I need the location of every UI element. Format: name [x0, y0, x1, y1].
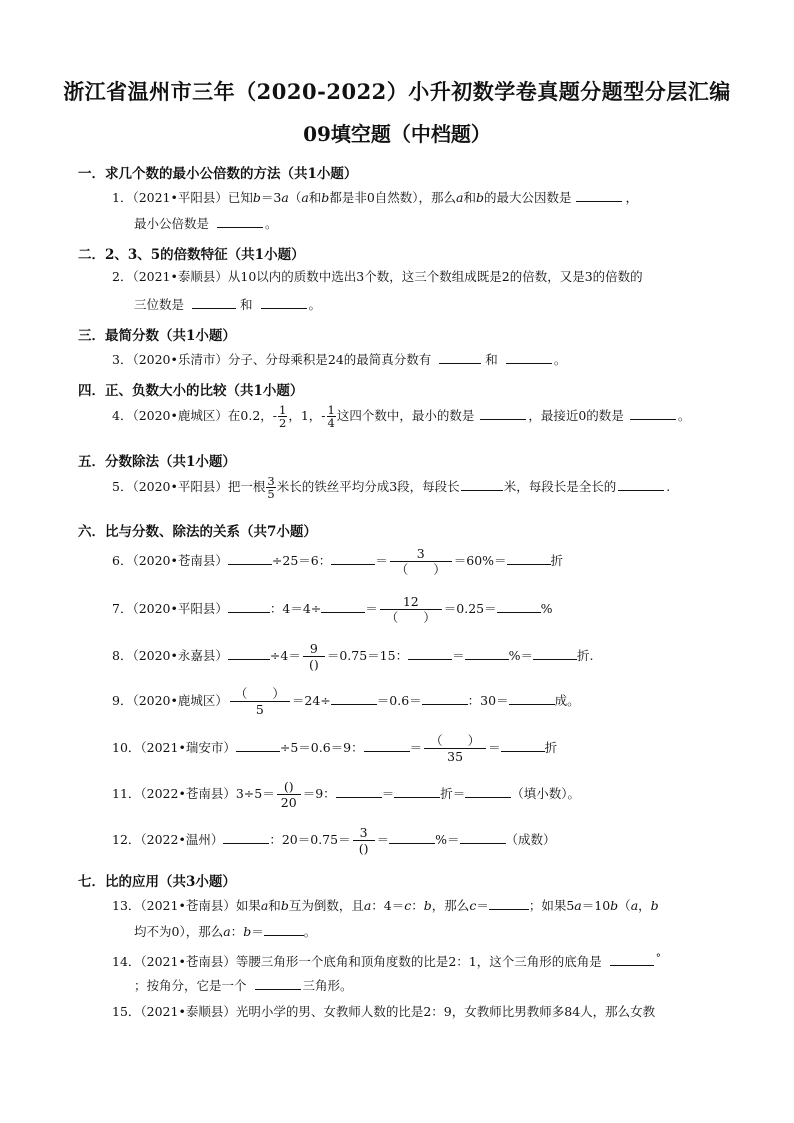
- question-1-line-2: [134, 214, 278, 232]
- fraction-denominator: （ ）: [395, 562, 446, 577]
- answer-blank[interactable]: [480, 406, 526, 420]
- answer-blank[interactable]: [465, 646, 509, 660]
- question-text: b: [280, 898, 289, 913]
- fraction-numerator: （ ）: [424, 733, 486, 749]
- fraction: [380, 594, 442, 625]
- question-text: 米，每段长是全长的: [503, 479, 617, 494]
- answer-blank[interactable]: [261, 295, 307, 309]
- question-text: 和: [463, 190, 476, 205]
- question-text: ＝: [376, 832, 390, 847]
- question-text: ＝: [476, 898, 489, 913]
- question-text: ＝: [365, 601, 378, 616]
- fraction-numerator: 3: [353, 825, 375, 841]
- answer-blank[interactable]: [336, 784, 382, 798]
- question-text: （2021•苍南县）等腰三角形一个底角和顶角度数的比是2：1，这个三角形的底角是: [140, 954, 602, 970]
- question-text: %＝: [435, 832, 460, 847]
- fraction-numerator: （ ）: [230, 686, 290, 702]
- question-text: 12．: [112, 832, 141, 847]
- question-text: ；如果5: [528, 898, 575, 913]
- question-14-line-1: [112, 950, 661, 970]
- question-15-line-1: [112, 1004, 655, 1020]
- question-text: 13．: [112, 898, 141, 913]
- question-5: [112, 475, 670, 500]
- answer-blank[interactable]: [264, 922, 304, 936]
- question-text: （2020•平阳县）把一根: [132, 479, 266, 494]
- question-13-line-1: [112, 896, 659, 914]
- question-9: [112, 686, 580, 717]
- question-text: （填小数）。: [511, 786, 580, 801]
- fraction-numerator: 9: [303, 641, 325, 657]
- question-text: ＝60%＝: [453, 553, 507, 568]
- fraction: [353, 825, 375, 856]
- fraction-denominator: 35: [447, 749, 464, 764]
- question-text: （成数）: [505, 832, 556, 847]
- answer-blank[interactable]: [228, 599, 270, 613]
- question-text: （: [618, 898, 631, 913]
- fraction-denominator: 4: [327, 416, 335, 430]
- fraction: [327, 404, 336, 429]
- section-heading-1: 一．求几个数的最小公倍数的方法（共1小题）: [78, 166, 358, 182]
- answer-blank[interactable]: [630, 406, 676, 420]
- answer-blank[interactable]: [461, 477, 503, 491]
- answer-blank[interactable]: [465, 784, 511, 798]
- question-text: 5．: [112, 479, 133, 494]
- question-11: [112, 779, 580, 810]
- question-text: 6．: [112, 553, 133, 568]
- fraction: [390, 546, 452, 577]
- fraction-denominator: (): [358, 841, 369, 856]
- question-text: （2021•泰顺县）从10以内的质数中选出3个数，这三个数组成既是2的倍数，又是3的倍数的: [132, 269, 643, 284]
- question-text: （2022•苍南县）3÷5＝: [140, 786, 275, 801]
- question-text: （2021•瑞安市）: [140, 740, 236, 755]
- question-text: ：30＝: [467, 693, 509, 708]
- question-14-line-2: [134, 976, 353, 994]
- fraction: [277, 779, 301, 810]
- question-text: 都是非0自然数），那么: [329, 190, 457, 205]
- question-text: a: [301, 190, 309, 205]
- answer-blank[interactable]: [408, 646, 452, 660]
- question-text: （2020•乐清市）分子、分母乘积是24的最简真分数有: [132, 352, 432, 367]
- question-text: 这四个数中，最小的数是: [336, 408, 475, 423]
- question-text: ：4＝: [371, 898, 405, 913]
- question-2-line-2: [134, 295, 321, 313]
- section-heading-5: 五．分数除法（共1小题）: [78, 454, 236, 470]
- question-text: ＝: [375, 553, 388, 568]
- question-text: 均不为0），那么: [134, 924, 224, 939]
- fraction-numerator: 3: [267, 474, 275, 488]
- question-text: 。: [308, 297, 322, 312]
- question-text: ÷4＝: [269, 648, 301, 663]
- question-text: ：4＝4÷: [269, 601, 322, 616]
- question-text: %: [540, 601, 553, 616]
- answer-blank[interactable]: [618, 477, 664, 491]
- answer-blank[interactable]: [223, 830, 269, 844]
- question-text: c: [404, 898, 412, 913]
- question-text: a: [363, 898, 372, 913]
- question-text: a: [281, 190, 289, 205]
- question-text: 三位数是: [134, 297, 185, 312]
- question-text: 8．: [112, 648, 133, 663]
- question-text: ＝: [381, 786, 395, 801]
- answer-blank[interactable]: [321, 599, 365, 613]
- fraction: [424, 733, 486, 764]
- question-text: b: [321, 190, 330, 205]
- fraction: [278, 404, 287, 429]
- question-text: 和: [240, 297, 253, 312]
- question-text: 折: [544, 740, 558, 755]
- answer-blank[interactable]: [331, 551, 375, 565]
- question-text: 互为倒数，且: [288, 898, 364, 913]
- question-8: [112, 641, 593, 672]
- question-text: 和: [308, 190, 322, 205]
- question-text: 折＝: [440, 786, 466, 801]
- section-heading-3: 三．最简分数（共1小题）: [78, 328, 236, 344]
- question-text: b: [476, 190, 485, 205]
- question-text: b: [423, 898, 432, 913]
- question-text: a: [260, 898, 269, 913]
- section-heading-7: 七．比的应用（共3小题）: [78, 874, 236, 890]
- question-text: 和: [268, 898, 281, 913]
- question-text: （2021•泰顺县）光明小学的男、女教师人数的比是2：9，女教师比男教师多84人，那么女教: [140, 1004, 656, 1019]
- question-text: c: [469, 898, 477, 913]
- answer-blank[interactable]: [439, 350, 481, 364]
- question-text: 7．: [112, 601, 133, 616]
- fraction: [230, 686, 290, 717]
- answer-blank[interactable]: [422, 691, 468, 705]
- question-text: 。: [677, 408, 691, 423]
- question-text: ＝0.6＝: [376, 693, 422, 708]
- question-text: b: [610, 898, 619, 913]
- question-text: ＝: [409, 740, 423, 755]
- answer-blank[interactable]: [192, 295, 236, 309]
- question-text: 4．: [112, 408, 133, 423]
- question-text: ：: [230, 924, 244, 939]
- question-text: 3．: [112, 352, 133, 367]
- question-text: a: [574, 898, 582, 913]
- question-text: 三角形。: [302, 978, 353, 993]
- answer-blank[interactable]: [236, 738, 280, 752]
- question-text: 折: [550, 553, 564, 568]
- question-text: ÷25＝6：: [271, 553, 332, 568]
- question-6: [112, 546, 563, 577]
- question-3: [112, 350, 566, 368]
- question-4: [112, 404, 690, 429]
- answer-blank[interactable]: [506, 350, 552, 364]
- question-text: b: [650, 898, 659, 913]
- question-text: ，: [625, 190, 639, 205]
- question-13-line-2: [134, 922, 316, 940]
- question-text: （2020•苍南县）: [132, 553, 228, 568]
- answer-blank[interactable]: [497, 599, 541, 613]
- answer-blank[interactable]: [576, 188, 622, 202]
- question-text: %＝: [508, 648, 533, 663]
- fraction-numerator: 1: [279, 403, 287, 417]
- answer-blank[interactable]: [364, 738, 410, 752]
- section-heading-6: 六．比与分数、除法的关系（共7小题）: [78, 524, 317, 540]
- question-text: ，那么: [431, 898, 470, 913]
- answer-blank[interactable]: [394, 784, 440, 798]
- question-1-line-1: [112, 188, 638, 206]
- question-text: （: [288, 190, 302, 205]
- fraction-numerator: (): [277, 779, 301, 795]
- fraction: [303, 641, 325, 672]
- question-text: ＝9：: [302, 786, 336, 801]
- q1-source: （2021•平阳县）已知: [132, 190, 253, 205]
- document-title: 浙江省温州市三年（2020-2022）小升初数学卷真题分题型分层汇编: [63, 79, 731, 104]
- question-text: ：: [411, 898, 424, 913]
- question-text: 15．: [112, 1004, 141, 1019]
- answer-blank[interactable]: [331, 691, 377, 705]
- question-text: ＝: [488, 740, 501, 755]
- question-text: ÷5＝0.6＝9：: [279, 740, 364, 755]
- fraction-denominator: (): [308, 657, 319, 672]
- document-subtitle: 09填空题（中档题）: [303, 122, 491, 146]
- question-text: 。: [553, 352, 567, 367]
- question-2-line-1: [112, 269, 643, 285]
- question-text: 。: [303, 924, 317, 939]
- question-text: ＝: [251, 924, 264, 939]
- q1-number: 1．: [112, 190, 133, 205]
- section-heading-4: 四．正、负数大小的比较（共1小题）: [78, 383, 304, 399]
- fraction-numerator: 1: [327, 403, 335, 417]
- answer-blank[interactable]: [507, 551, 551, 565]
- question-text: ＝3: [260, 190, 282, 205]
- question-text: （2020•永嘉县）: [132, 648, 228, 663]
- question-text: a: [223, 924, 231, 939]
- question-text: .: [666, 479, 671, 494]
- answer-blank[interactable]: [610, 952, 654, 966]
- answer-blank[interactable]: [533, 646, 577, 660]
- question-text: 米长的铁丝平均分成3段，每段长: [276, 479, 460, 494]
- question-text: a: [630, 898, 639, 913]
- fraction: [266, 475, 275, 500]
- answer-blank[interactable]: [217, 214, 263, 228]
- question-text: ＝0.25＝: [443, 601, 497, 616]
- fraction-numerator: 3: [390, 546, 452, 562]
- question-text: 和: [485, 352, 498, 367]
- question-text: ＝24÷: [291, 693, 331, 708]
- question-text: 最小公倍数是: [134, 216, 210, 231]
- question-text: ，1，-: [288, 408, 326, 423]
- fraction-numerator: 12: [380, 594, 442, 610]
- answer-blank[interactable]: [228, 646, 270, 660]
- question-text: （2020•鹿城区）在0.2，-: [132, 408, 277, 423]
- answer-blank[interactable]: [509, 691, 555, 705]
- question-text: 11．: [112, 786, 141, 801]
- answer-blank[interactable]: [255, 976, 301, 990]
- question-text: ＝0.75＝15：: [326, 648, 409, 663]
- answer-blank[interactable]: [460, 830, 506, 844]
- question-12: [112, 825, 556, 856]
- question-text: a: [456, 190, 464, 205]
- fraction-denominator: 5: [267, 487, 275, 501]
- answer-blank[interactable]: [389, 830, 435, 844]
- fraction-denominator: 2: [279, 416, 287, 430]
- question-text: ，: [638, 898, 651, 913]
- fraction-denominator: 5: [255, 702, 264, 717]
- question-text: b: [243, 924, 252, 939]
- question-text: °: [655, 952, 661, 964]
- fraction-denominator: （ ）: [385, 610, 436, 625]
- section-heading-2: 二．2、3、5的倍数特征（共1小题）: [78, 247, 305, 263]
- question-text: （2022•温州）: [140, 832, 224, 847]
- answer-blank[interactable]: [501, 738, 545, 752]
- answer-blank[interactable]: [228, 551, 272, 565]
- question-text: 2．: [112, 269, 133, 284]
- question-text: 的最大公因数是: [484, 190, 572, 205]
- question-text: ：20＝0.75＝: [269, 832, 351, 847]
- question-text: ，最接近0的数是: [528, 408, 624, 423]
- answer-blank[interactable]: [489, 896, 529, 910]
- question-text: 折.: [576, 648, 594, 663]
- question-7: [112, 594, 553, 625]
- question-text: 成。: [554, 693, 580, 708]
- question-text: ；按角分，它是一个: [134, 978, 247, 993]
- question-text: ＝10: [581, 898, 611, 913]
- fraction-denominator: 20: [280, 795, 297, 810]
- question-text: ＝: [452, 648, 465, 663]
- question-text: 10．: [112, 740, 141, 755]
- question-text: （2020•鹿城区）: [132, 693, 228, 708]
- question-text: 9．: [112, 693, 133, 708]
- question-text: 14．: [112, 954, 141, 970]
- question-text: 。: [265, 216, 278, 231]
- question-10: [112, 733, 557, 764]
- question-text: （2020•平阳县）: [132, 601, 228, 616]
- question-text: （2021•苍南县）如果: [140, 898, 261, 913]
- question-text: b: [252, 190, 261, 205]
